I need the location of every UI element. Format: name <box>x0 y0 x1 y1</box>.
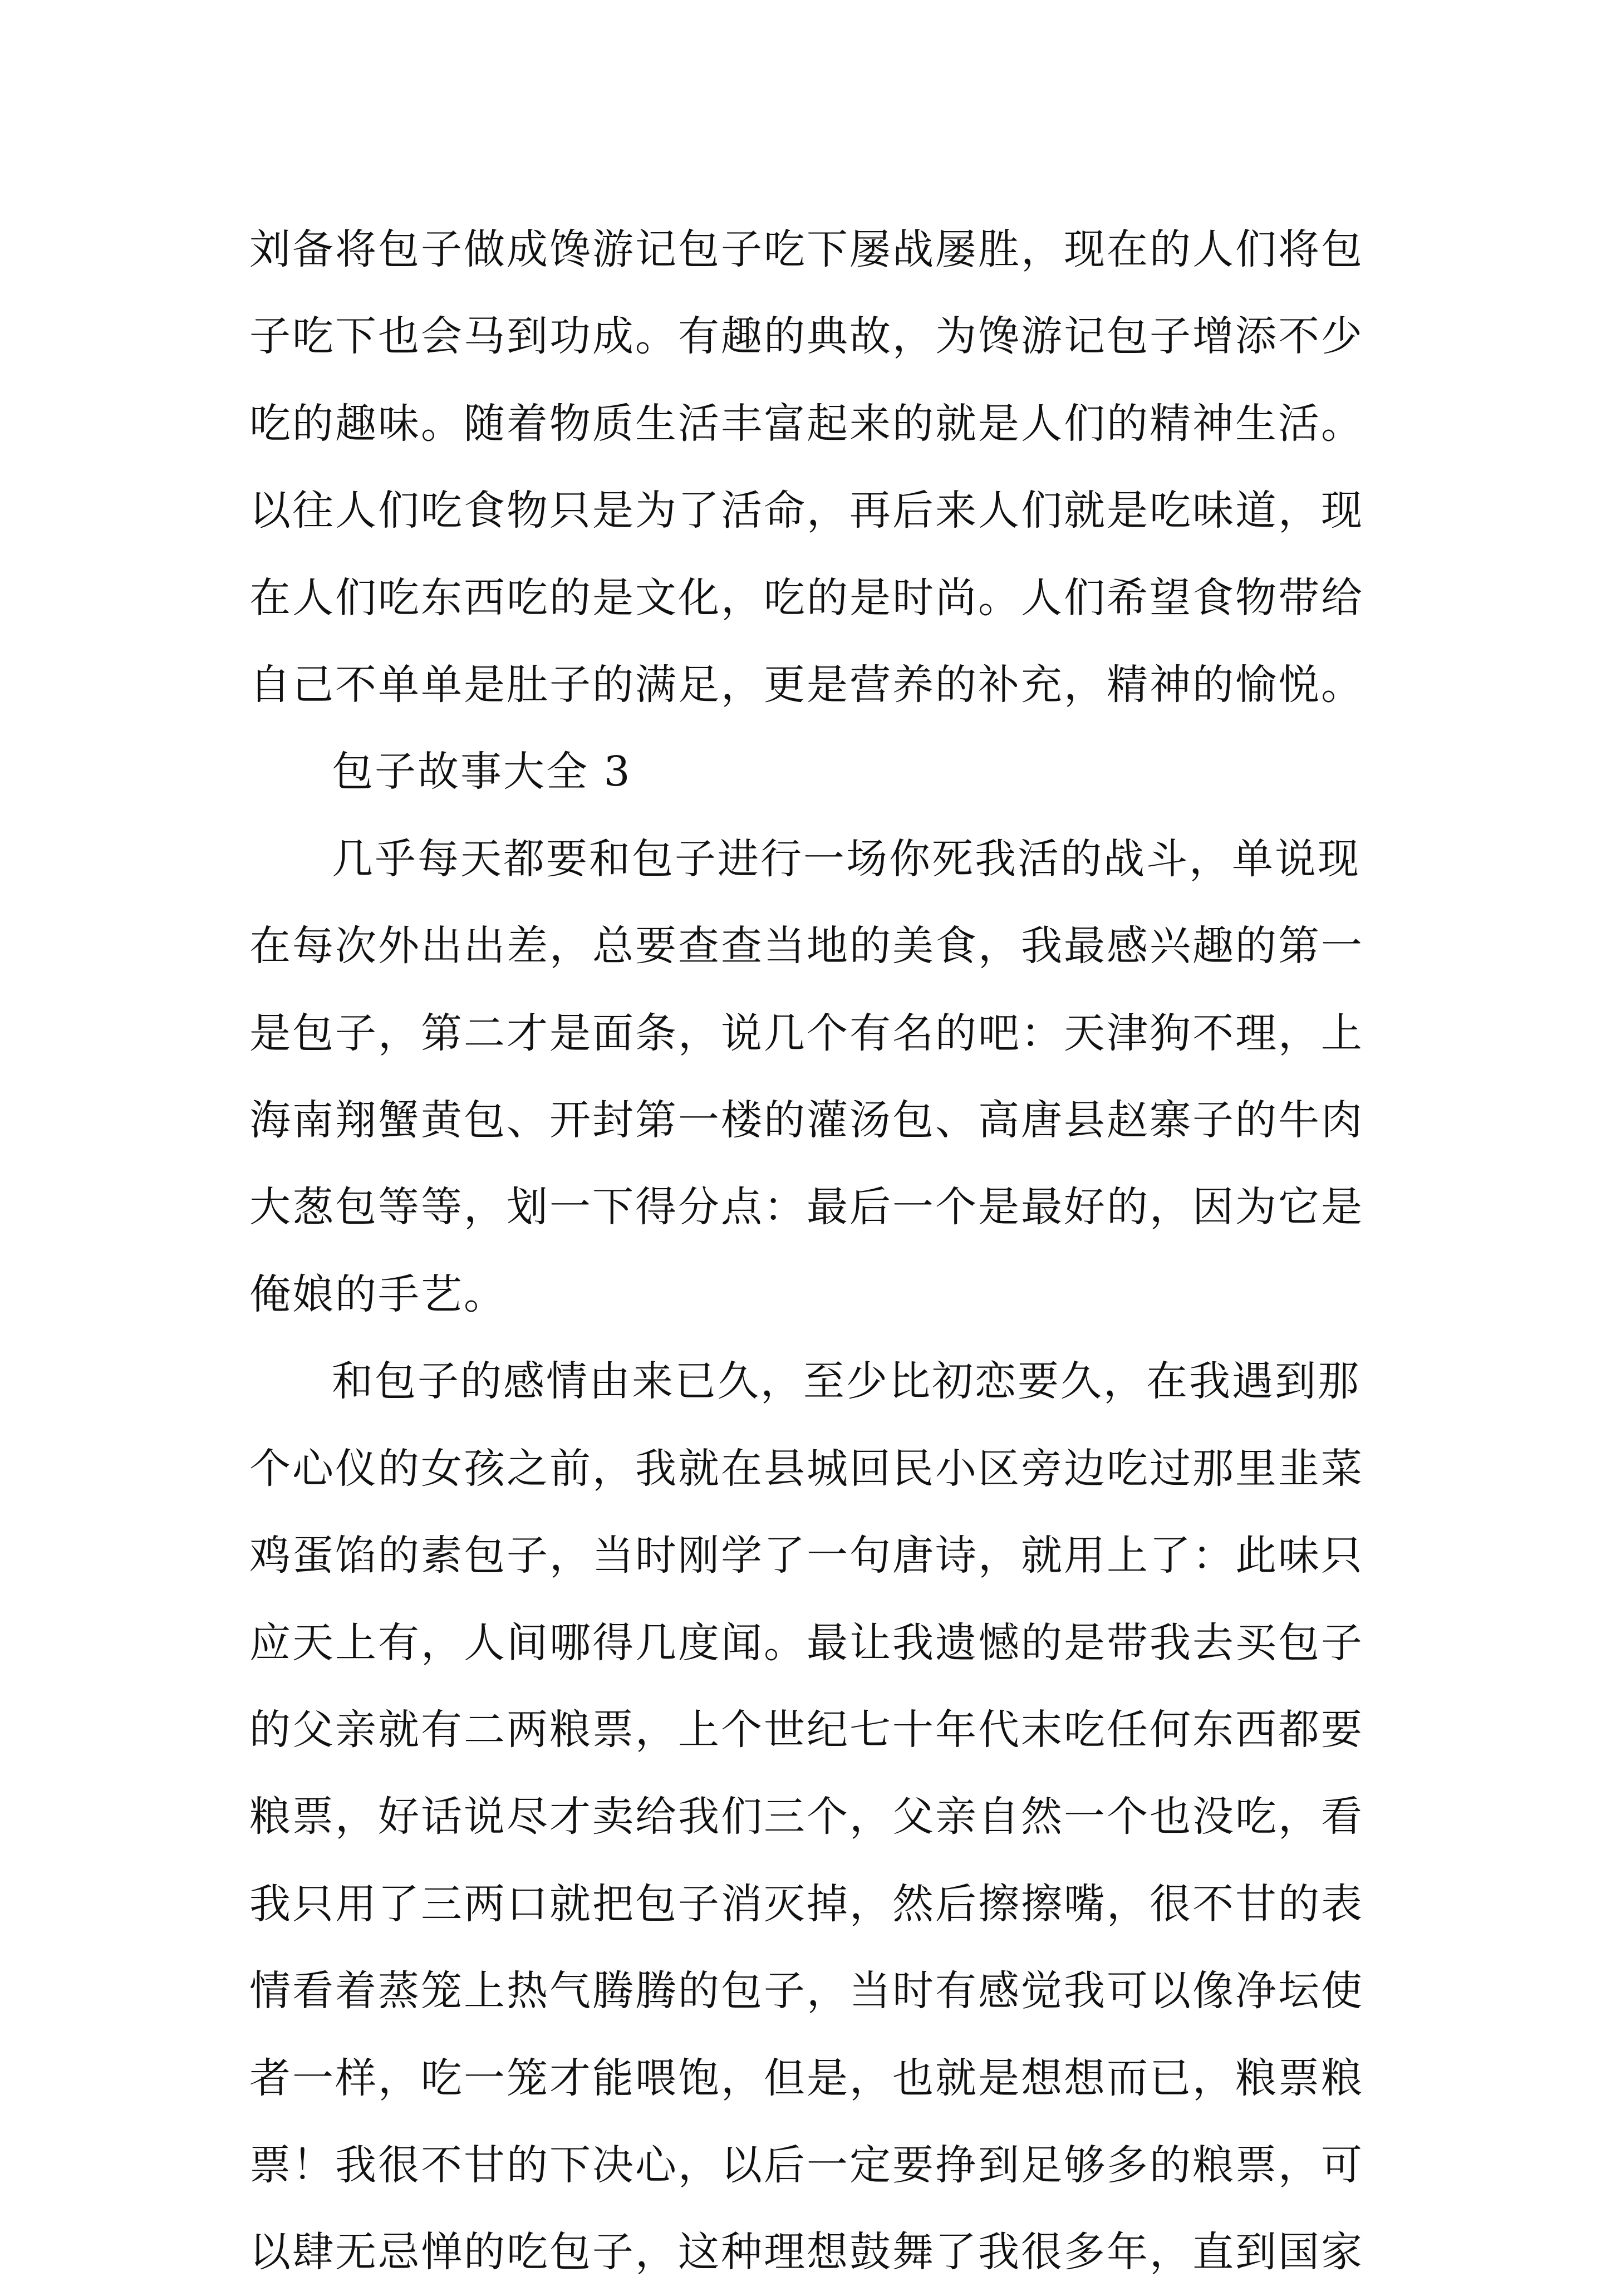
paragraph-3: 和包子的感情由来已久，至少比初恋要久，在我遇到那个心仪的女孩之前，我就在县城回民小区旁边吃过那里韭菜鸡蛋馅的素包子，当时刚学了一句唐诗，就用上了：此味只应天上有，人间哪得几度闻。最让我遗憾的是带我去买包子的父亲就有二两粮票，上个世纪七十年代末吃任何东西都要粮票，好话说尽才卖给我们三个，父亲自然一个也没吃，看我只用了三两口就把包子消灭掉，然后擦擦嘴，很不甘的表情看着蒸笼上热气腾腾的包子，当时有感觉我可以像净坛使者一样，吃一笼才能喂饱，但是，也就是想想而已，粮票粮票！我很不甘的下决心，以后一定要挣到足够多的粮票，可以肆无忌惮的吃包子，这种理想鼓舞了我很多年，直到国家 <box>249 1357 1364 2277</box>
document-body <box>249 206 1368 2296</box>
paragraph-continued: 刘备将包子做成馋游记包子吃下屡战屡胜，现在的人们将包子吃下也会马到功成。有趣的典故，为馋游记包子增添不少吃的趣味。随着物质生活丰富起来的就是人们的精神生活。以往人们吃食物只是为了活命，再后来人们就是吃味道，现在人们吃东西吃的是文化，吃的是时尚。人们希望食物带给自己不单单是肚子的满足，更是营养的补充，精神的愉悦。 <box>249 225 1364 709</box>
paragraph-2: 几乎每天都要和包子进行一场你死我活的战斗，单说现在每次外出出差，总要查查当地的美食，我最感兴趣的第一是包子，第二才是面条，说几个有名的吧：天津狗不理，上海南翔蟹黄包、开封第一楼的灌汤包、高唐县赵寨子的牛肉大葱包等等，划一下得分点：最后一个是最好的，因为它是俺娘的手艺。 <box>249 835 1364 1318</box>
section-heading: 包子故事大全 3 <box>332 748 632 796</box>
